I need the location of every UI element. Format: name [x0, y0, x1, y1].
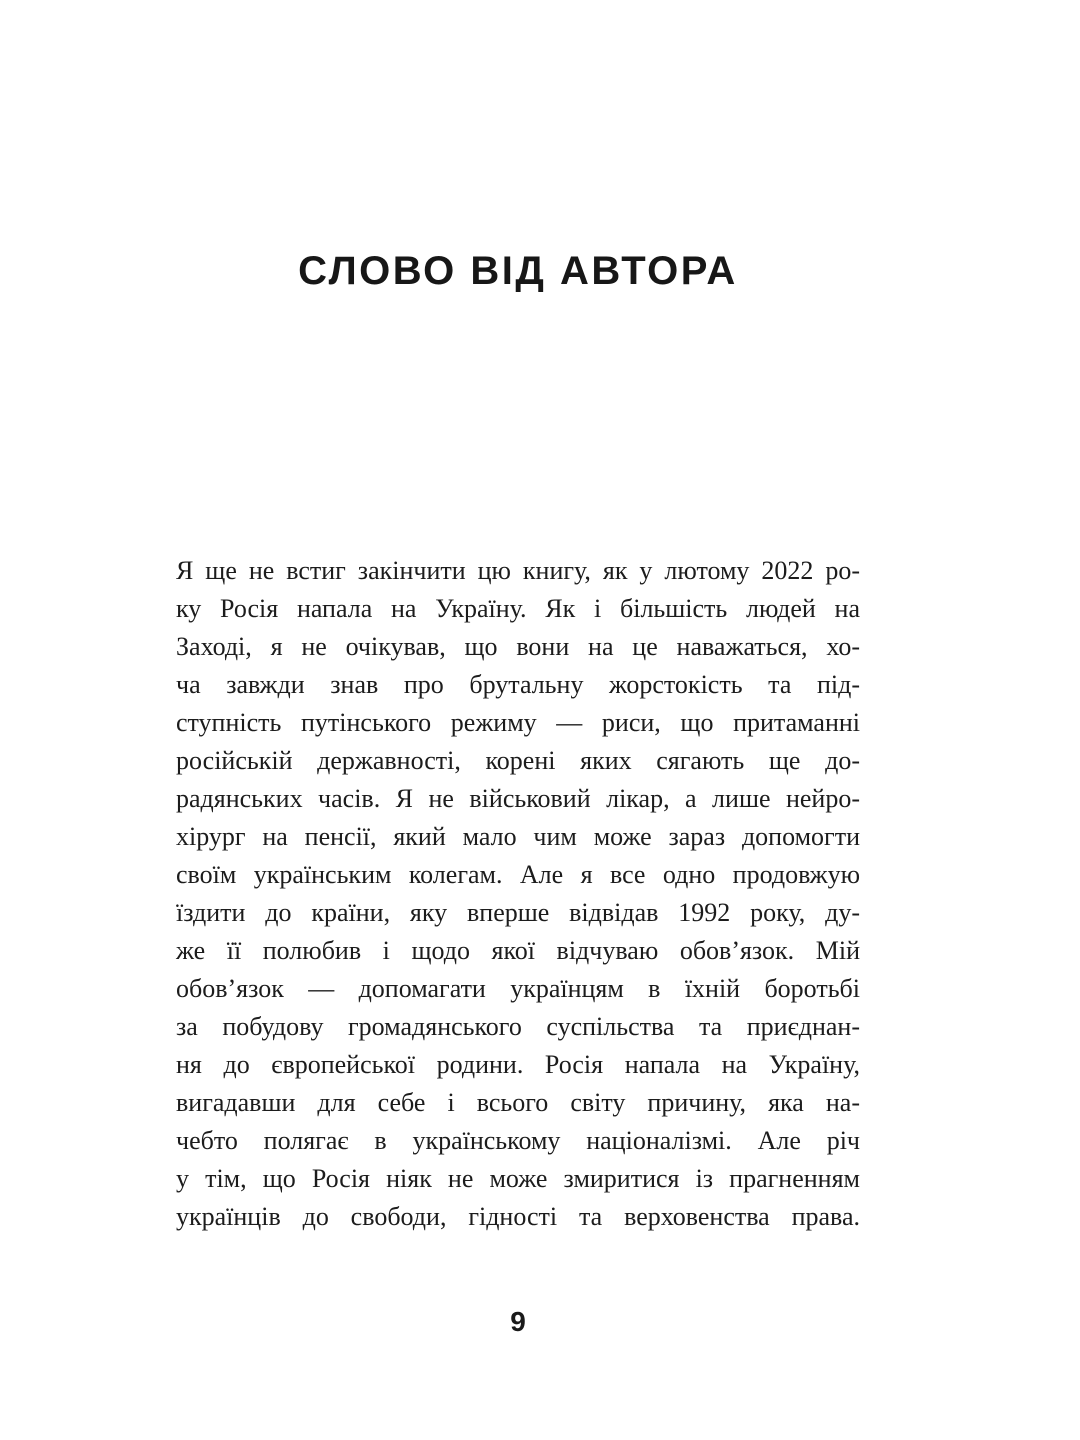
text-line: своїм українським колегам. Але я все одно продовжую [176, 860, 860, 889]
text-line: чебто полягає в українському націоналізмі. Але річ [176, 1126, 860, 1155]
text-line: російській державності, корені яких сягають ще до- [176, 746, 860, 775]
text-line: ступність путінського режиму — риси, що притаманні [176, 708, 860, 737]
text-line: обов’язок — допомагати українцям в їхній боротьбі [176, 974, 860, 1003]
text-line: радянських часів. Я не військовий лікар, а лише нейро- [176, 784, 860, 813]
text-line: ня до європейської родини. Росія напала на Україну, [176, 1050, 860, 1079]
text-line: у тім, що Росія ніяк не може змиритися із прагненням [176, 1164, 860, 1193]
text-line: Я ще не встиг закінчити цю книгу, як у лютому 2022 ро- [176, 556, 860, 585]
chapter-title: СЛОВО ВІД АВТОРА [298, 249, 738, 293]
text-line: же її полюбив і щодо якої відчуваю обов’язок. Мій [176, 936, 860, 965]
text-line: хірург на пенсії, який мало чим може зараз допомогти [176, 822, 860, 851]
text-line: їздити до країни, яку вперше відвідав 1992 року, ду- [176, 898, 860, 927]
text-line: за побудову громадянського суспільства та приєднан- [176, 1012, 860, 1041]
text-line: українців до свободи, гідності та верховенства права. [176, 1202, 860, 1231]
text-line: ку Росія напала на Україну. Як і більшість людей на [176, 594, 860, 623]
text-line: вигадавши для себе і всього світу причину, яка на- [176, 1088, 860, 1117]
text-line: ча завжди знав про брутальну жорстокість та під- [176, 670, 860, 699]
text-line: Заході, я не очікував, що вони на це наважаться, хо- [176, 632, 860, 661]
paragraph [176, 552, 860, 1236]
page-content [176, 0, 860, 1440]
page-number: 9 [510, 1306, 526, 1337]
